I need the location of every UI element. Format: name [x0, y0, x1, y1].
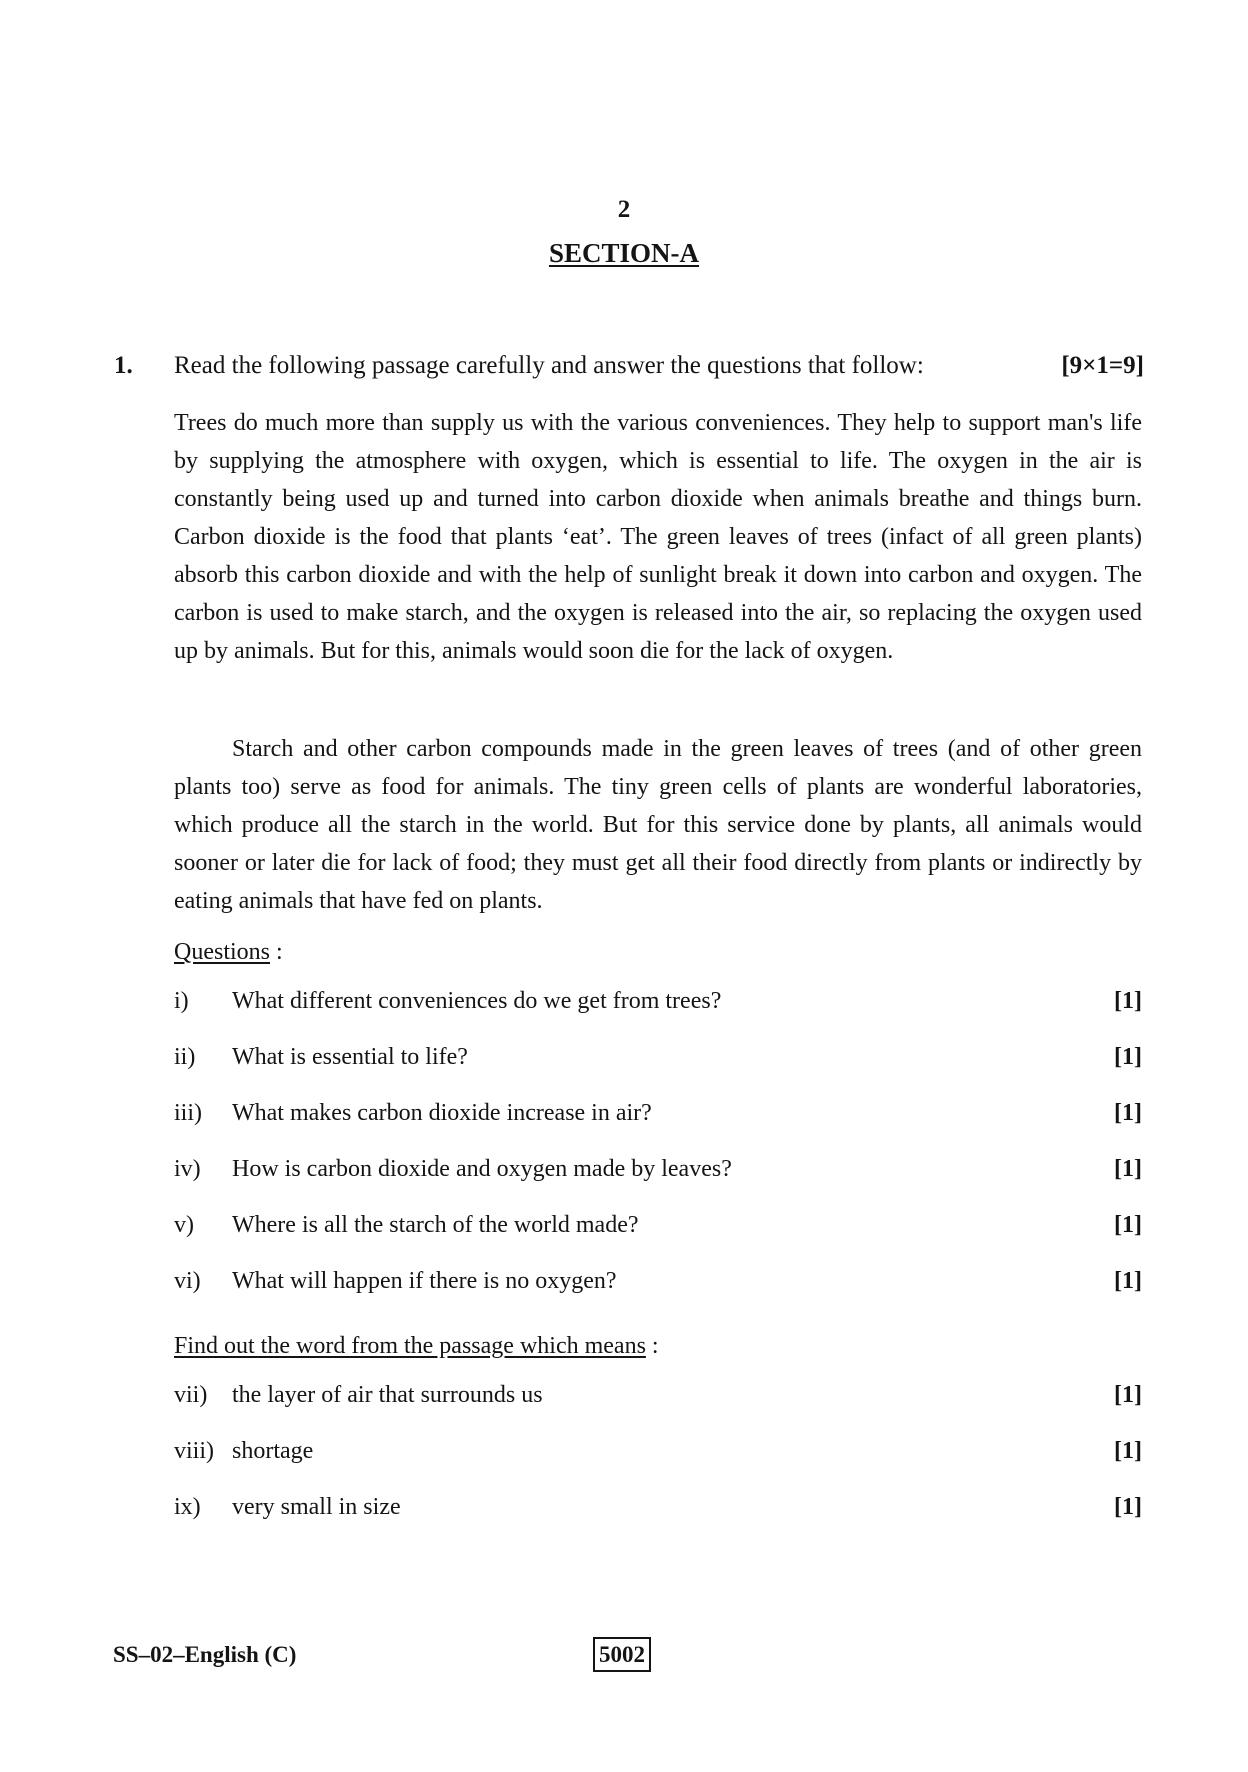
- question-item: [174, 1268, 1142, 1304]
- question-item: [174, 1212, 1142, 1248]
- question-text: Where is all the starch of the world made?: [232, 1212, 639, 1238]
- question-instruction: Read the following passage carefully and answer the questions that follow:: [174, 352, 924, 379]
- question-mark: [1]: [1114, 1156, 1142, 1182]
- questions-heading-suffix: :: [270, 939, 283, 965]
- passage-paragraph-2: Starch and other carbon compounds made in the green leaves of trees (and of other green plants too) serve as food for animals. The tiny green cells of plants are wonderful laboratories, which produce all the starch in the world. But for this service done by plants, all animals would sooner or later die for lack of food; they must get all their food directly from plants or indirectly by eating animals that have fed on plants.: [174, 736, 1142, 914]
- question-roman: iv): [174, 1156, 201, 1182]
- vocab-item: [174, 1494, 1142, 1530]
- question-number: 1.: [114, 352, 133, 379]
- question-roman: ii): [174, 1044, 196, 1070]
- passage-paragraph-1: Trees do much more than supply us with the various conveniences. They help to support man's life by supplying the atmosphere with oxygen, which is essential to life. The oxygen in the air is constantly being used up and turned into carbon dioxide when animals breathe and things burn. Carbon dioxide is the food that plants ‘eat’. The green leaves of trees (infact of all green plants) absorb this carbon dioxide and with the help of sunlight break it down into carbon and oxygen. The carbon is used to make starch, and the oxygen is released into the air, so replacing the oxygen used up by animals. But for this, animals would soon die for the lack of oxygen.: [174, 410, 1142, 664]
- vocab-mark: [1]: [1114, 1494, 1142, 1520]
- vocab-text: the layer of air that surrounds us: [232, 1382, 543, 1408]
- question-text: What different conveniences do we get from trees?: [232, 988, 722, 1014]
- questions-heading: [174, 939, 283, 966]
- vocab-text: very small in size: [232, 1494, 401, 1520]
- question-item: [174, 1044, 1142, 1080]
- question-text: What makes carbon dioxide increase in air?: [232, 1100, 652, 1126]
- vocab-item: [174, 1438, 1142, 1474]
- section-title-text: SECTION-A: [548, 238, 700, 268]
- booklet-code-box: 5002: [593, 1637, 651, 1672]
- vocab-heading: [174, 1333, 659, 1360]
- vocab-roman: ix): [174, 1494, 201, 1520]
- question-text: What will happen if there is no oxygen?: [232, 1268, 617, 1294]
- questions-heading-text: Questions: [174, 939, 270, 965]
- question-roman: vi): [174, 1268, 201, 1294]
- vocab-text: shortage: [232, 1438, 314, 1464]
- question-mark: [1]: [1114, 1100, 1142, 1126]
- question-item: [174, 1156, 1142, 1192]
- vocab-mark: [1]: [1114, 1438, 1142, 1464]
- question-text: How is carbon dioxide and oxygen made by leaves?: [232, 1156, 732, 1182]
- vocab-roman: vii): [174, 1382, 208, 1408]
- question-marks: [9×1=9]: [1061, 352, 1144, 379]
- vocab-item: [174, 1382, 1142, 1418]
- question-mark: [1]: [1114, 1268, 1142, 1294]
- question-roman: i): [174, 988, 189, 1014]
- page-number: 2: [617, 196, 631, 223]
- question-mark: [1]: [1114, 1044, 1142, 1070]
- question-text: What is essential to life?: [232, 1044, 468, 1070]
- section-title: [0, 238, 1248, 269]
- question-item: [174, 988, 1142, 1024]
- vocab-heading-suffix: :: [645, 1333, 659, 1359]
- question-roman: iii): [174, 1100, 202, 1126]
- vocab-mark: [1]: [1114, 1382, 1142, 1408]
- question-mark: [1]: [1114, 1212, 1142, 1238]
- paper-code: SS–02–English (C): [113, 1642, 297, 1667]
- question-roman: v): [174, 1212, 194, 1238]
- question-mark: [1]: [1114, 988, 1142, 1014]
- vocab-heading-text: Find out the word from the passage which means: [174, 1333, 646, 1359]
- vocab-roman: viii): [174, 1438, 214, 1464]
- question-item: [174, 1100, 1142, 1136]
